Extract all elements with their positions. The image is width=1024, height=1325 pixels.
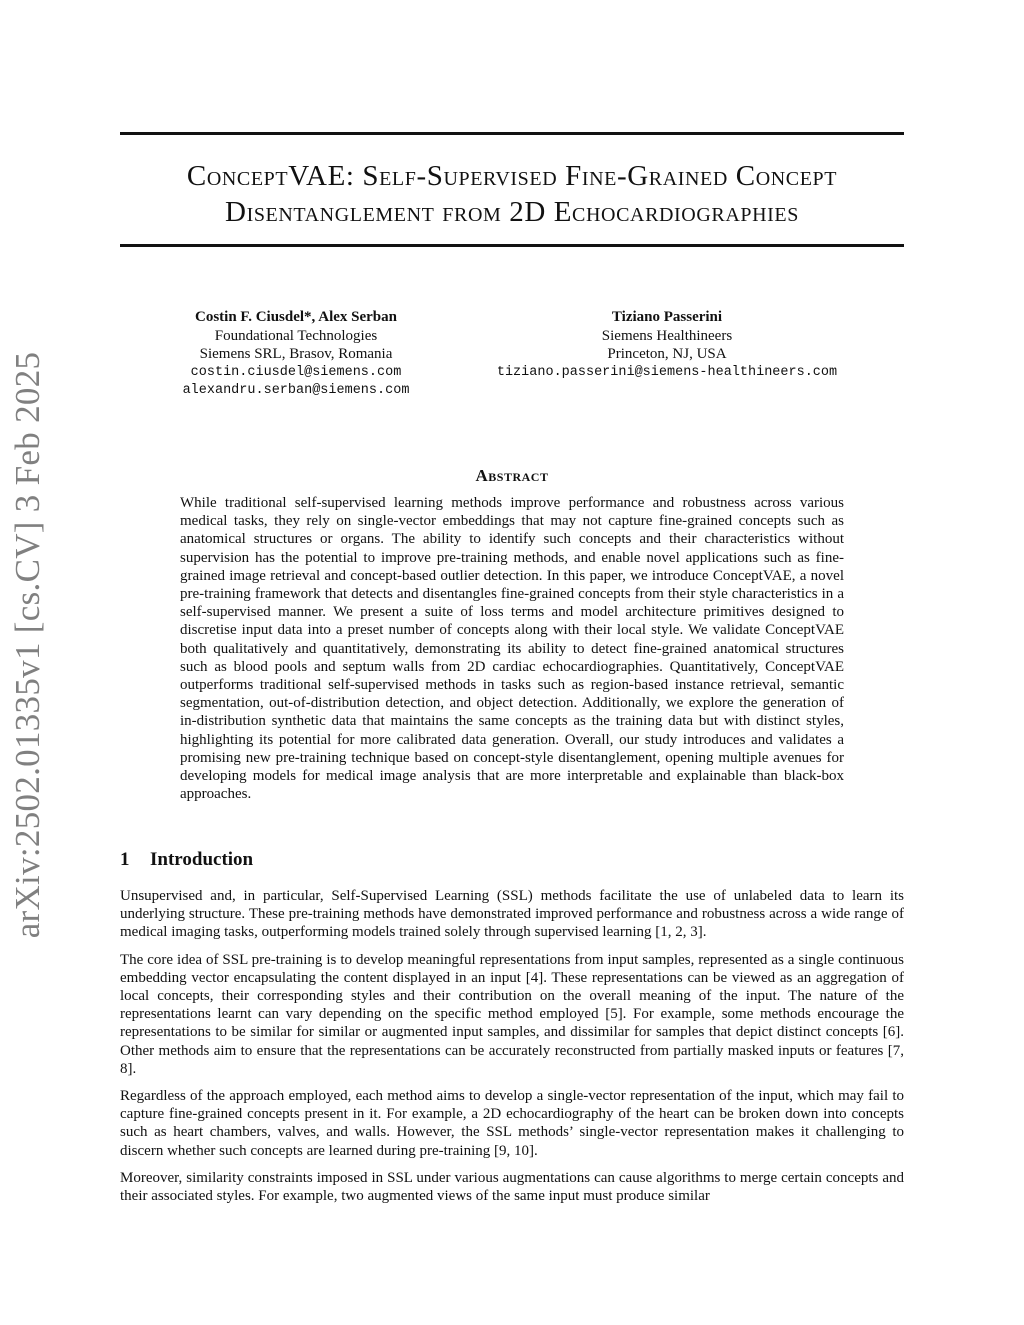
author-block-right [460, 308, 874, 382]
abstract-heading: Abstract [475, 466, 549, 485]
author-affiliation: Foundational Technologies [214, 327, 378, 344]
section-heading-introduction [120, 849, 253, 871]
author-names: Tiziano Passerini [611, 309, 723, 325]
author-affiliation: Siemens Healthineers [601, 327, 733, 344]
paragraph: Moreover, similarity constraints imposed in SSL under various augmentations can cause algorithms to merge certain concepts and their associated styles. For example, two augmented views of the same input must produce similar [120, 1169, 904, 1205]
paragraph: Regardless of the approach employed, each method aims to develop a single-vector representation of the input, which may fail to capture fine-grained concepts present in it. For example, a 2D echocardiography of the heart can be broken down into concepts such as heart chambers, valves, and walls. However, the SSL methods’ single-vector representation makes it challenging to discern whether such concepts are learned during pre-training [9, 10]. [120, 1088, 904, 1159]
introduction-body [120, 887, 904, 1214]
author-location: Princeton, NJ, USA [607, 346, 727, 362]
author-location: Siemens SRL, Brasov, Romania [199, 346, 393, 362]
section-number: 1 [120, 849, 130, 870]
paragraph: Unsupervised and, in particular, Self-Supervised Learning (SSL) methods facilitate the use of unlabeled data to learn its underlying structure. These pre-training methods have demonstrated improved performance and robustness across a wide range of medical imaging tasks, outperforming models trained solely through supervised learning [1, 2, 3]. [120, 888, 904, 941]
paper-title-line-1: ConceptVAE: Self-Supervised Fine-Grained Concept [186, 160, 838, 192]
author-email-serban: alexandru.serban@siemens.com [182, 383, 410, 398]
title-rule-top [120, 132, 904, 135]
author-names: Costin F. Ciusdel*, Alex Serban [195, 309, 397, 325]
section-title: Introduction [150, 849, 254, 870]
author-email-ciusdel: costin.ciusdel@siemens.com [190, 364, 402, 380]
abstract-text: While traditional self-supervised learning methods improve performance and robustness across various medical tasks, they rely on single-vector embeddings that may not capture fine-grained concepts such as anatomical structures or organs. The ability to identify such concepts and their characteristics without supervision has the potential to improve pre-training methods, and enable novel applications such as fine-grained image retrieval and concept-based outlier detection. In this paper, we introduce ConceptVAE, a novel pre-training framework that detects and disentangles fine-grained concepts from their style characteristics in a self-supervised manner. We present a suite of loss terms and model architecture primitives designed to discretise input data into a preset number of concepts along with their local style. We validate ConceptVAE both qualitatively and quantitatively, demonstrating its ability to detect fine-grained anatomical structures such as blood pools and septum walls from 2D cardiac echocardiographies. Quantitatively, ConceptVAE outperforms traditional self-supervised methods in tasks such as region-based instance retrieval, semantic segmentation, out-of-distribution detection, and object detection. Additionally, we explore the generation of in-distribution synthetic data that maintains the same concepts as the training data but with distinct styles, highlighting its potential for more calibrated data generation. Overall, our study introduces and validates a promising new pre-training technique based on concept-style disentanglement, opening multiple avenues for developing models for medical image analysis that are more interpretable and explainable than black-box approaches. [180, 495, 844, 803]
arxiv-identifier-stamp: arXiv:2502.01335v1 [cs.CV] 3 Feb 2025 [8, 351, 47, 939]
paper-title-line-2: Disentanglement from 2D Echocardiographies [225, 196, 799, 228]
author-block-left [150, 308, 442, 401]
paper-title [120, 158, 904, 230]
author-email-passerini: tiziano.passerini@siemens-healthineers.com [496, 364, 838, 380]
title-rule-bottom [120, 244, 904, 247]
paragraph: The core idea of SSL pre-training is to develop meaningful representations from input samples, represented as a single continuous embedding vector encapsulating the content displayed in an input [4]. These representations can be viewed as an aggregation of local concepts, their corresponding styles and their contribution on the overall meaning of the input. The nature of the representations learnt can vary depending on the specific method employed [5]. For example, some methods encourage the representations to be similar for similar or augmented input samples, and dissimilar for samples that depict distinct concepts [6]. Other methods aim to ensure that the representations can be accurately reconstructed from partially masked inputs or features [7, 8]. [120, 951, 904, 1077]
